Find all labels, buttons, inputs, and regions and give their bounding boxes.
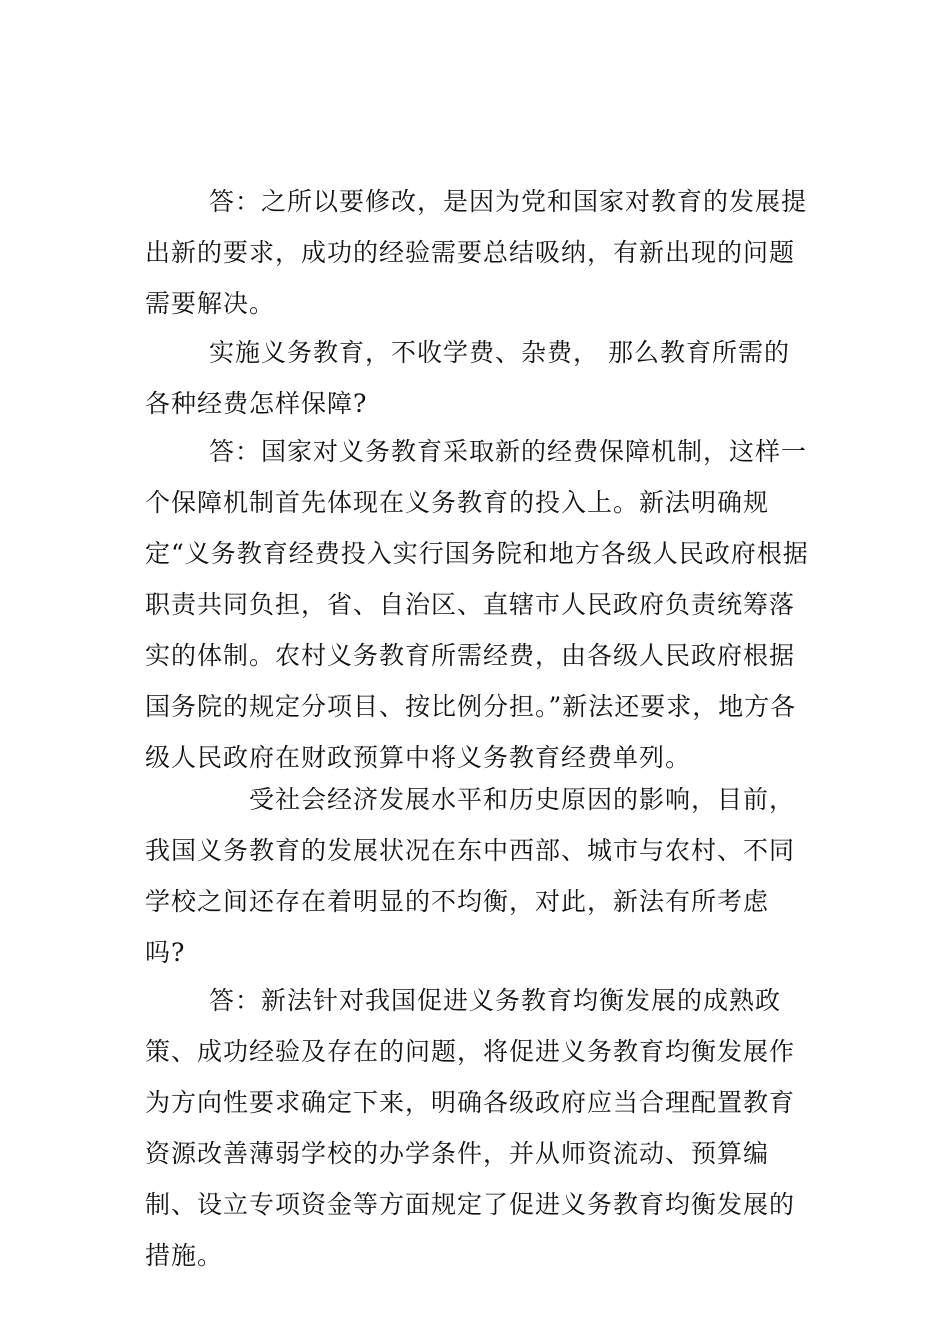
question-paragraph-funding: 实施义务教育，不收学费、杂费， 那么教育所需的各种经费怎样保障? (145, 338, 790, 418)
answer-paragraph-funding: 答：国家对义务教育采取新的经费保障机制，这样一个保障机制首先体现在义务教育的投入上。新法明确规定“义务教育经费投入实行国务院和地方各级人民政府根据职责共同负担，省、自治区、直辖市人民政府负责统筹落实的体制。农村义务教育所需经费，由各级人民政府根据国务院的规定分项目、按比例分担。”新法还要求，地方各级人民政府在财政预算中将义务教育经费单列。 (145, 437, 809, 772)
answer-paragraph-revision: 答：之所以要修改，是因为党和国家对教育的发展提出新的要求，成功的经验需要总结吸纳，有新出现的问题需要解决。 (145, 187, 808, 318)
answer-paragraph-balance: 答：新法针对我国促进义务教育均衡发展的成熟政策、成功经验及存在的问题，将促进义务教育均衡发展作为方向性要求确定下来，明确各级政府应当合理配置教育资源改善薄弱学校的办学条件，并从师资流动、预算编制、设立专项资金等方面规定了促进义务教育均衡发展的措施。 (145, 986, 796, 1270)
question-paragraph-balance: 受社会经济发展水平和历史原因的影响，目前，我国义务教育的发展状况在东中西部、城市与农村、不同学校之间还存在着明显的不均衡，对此，新法有所考虑吗? (145, 785, 796, 967)
